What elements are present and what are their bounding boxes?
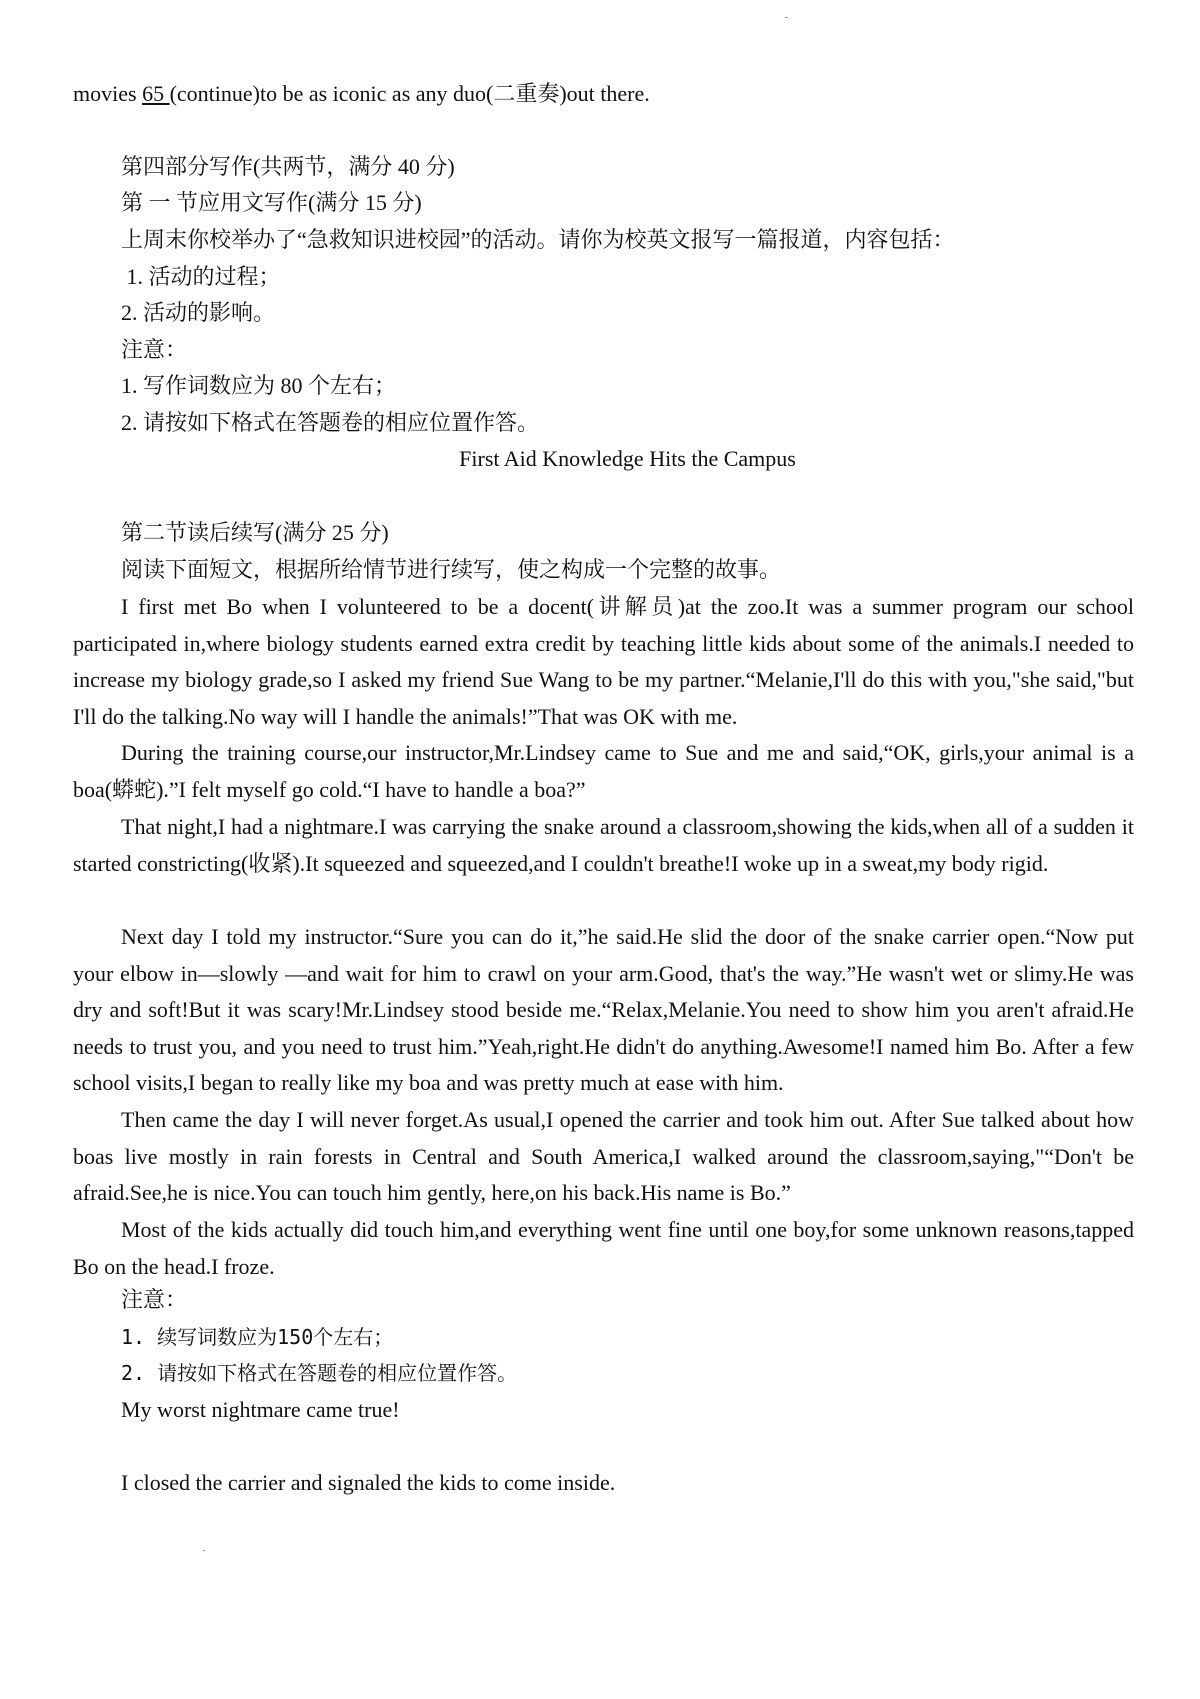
story-paragraph-1: I first met Bo when I volunteered to be a docent(讲解员)at the zoo.It was a summer program our school participated in,where biology students earned extra credit by teaching little kids about some of the animals.I needed to increase my biology grade,so I asked my friend Sue Wang to be my partner.“Melanie,I'll do this with you,"she said,"but I'll do the talking.No way will I handle the animals!”That was OK with me. — [73, 594, 1134, 729]
continuation-line — [73, 79, 650, 109]
story-paragraph-3: That night,I had a nightmare.I was carrying the snake around a classroom,showing the kids,when all of a sudden it started constricting(收紧).It squeezed and squeezed,and I couldn't breathe!I woke up in a sweat,my body rigid. — [73, 814, 1134, 876]
continuation-para1-start: My worst nightmare came true! — [121, 1397, 400, 1422]
section1-note-1: 1. 写作词数应为 80 个左右； — [121, 373, 397, 398]
continuation-para2-start: I closed the carrier and signaled the kids to come inside. — [121, 1470, 616, 1495]
section1-item-2: 2. 活动的影响。 — [121, 300, 276, 325]
section1-heading: 第 一 节应用文写作(满分 15 分) — [121, 190, 422, 215]
blank-number: 65 — [142, 81, 170, 106]
section2-prompt: 阅读下面短文，根据所给情节进行续写，使之构成一个完整的故事。 — [121, 557, 782, 582]
section1-note-label: 注意： — [121, 337, 188, 362]
scan-speck — [203, 1550, 205, 1551]
section2-heading: 第二节读后续写(满分 25 分) — [121, 520, 389, 545]
story-paragraph-2: During the training course,our instructor,Mr.Lindsey came to Sue and me and said,“OK, girls,your animal is a boa(蟒蛇).”I felt myself go cold.“I have to handle a boa?” — [73, 740, 1134, 802]
essay-title: First Aid Knowledge Hits the Campus — [459, 446, 796, 471]
story-paragraph-5: Then came the day I will never forget.As usual,I opened the carrier and took him out. After Sue talked about how boas live mostly in rain forests in Central and South America,I walked around the classroom,saying,"“Don't be afraid.See,he is nice.You can touch him gently, here,on his back.His name is Bo.” — [73, 1107, 1134, 1205]
section2-note-label: 注意： — [121, 1287, 188, 1312]
section2-note-2: 2. 请按如下格式在答题卷的相应位置作答。 — [121, 1361, 518, 1385]
story-paragraph-4: Next day I told my instructor.“Sure you can do it,”he said.He slid the door of the snake carrier open.“Now put your elbow in—slowly —and wait for him to crawl on your arm.Good, that's the way.”He wasn't wet or slimy.He was dry and soft!But it was scary!Mr.Lindsey stood beside me.“Relax,Melanie.You need to show him you aren't afraid.He needs to trust you, and you need to trust him.”Yeah,right.He didn't do anything.Awesome!I named him Bo. After a few school visits,I began to really like my boa and was pretty much at ease with him. — [73, 924, 1134, 1095]
story-paragraph-6: Most of the kids actually did touch him,and everything went fine until one boy,for some unknown reasons,tapped Bo on the head.I froze. — [73, 1217, 1134, 1279]
section2-note-1: 1. 续写词数应为150个左右； — [121, 1325, 394, 1349]
continuation-text-before: movies — [73, 81, 143, 106]
scan-speck — [785, 17, 788, 18]
section1-note-2: 2. 请按如下格式在答题卷的相应位置作答。 — [121, 410, 540, 435]
part4-heading: 第四部分写作(共两节，满分 40 分) — [121, 154, 455, 179]
section1-prompt: 上周末你校举办了“急救知识进校园”的活动。请你为校英文报写一篇报道，内容包括： — [121, 227, 955, 252]
section1-item-1: 1. 活动的过程； — [121, 264, 281, 289]
continuation-text-after: (continue)to be as iconic as any duo(二重奏)out there. — [169, 81, 650, 106]
